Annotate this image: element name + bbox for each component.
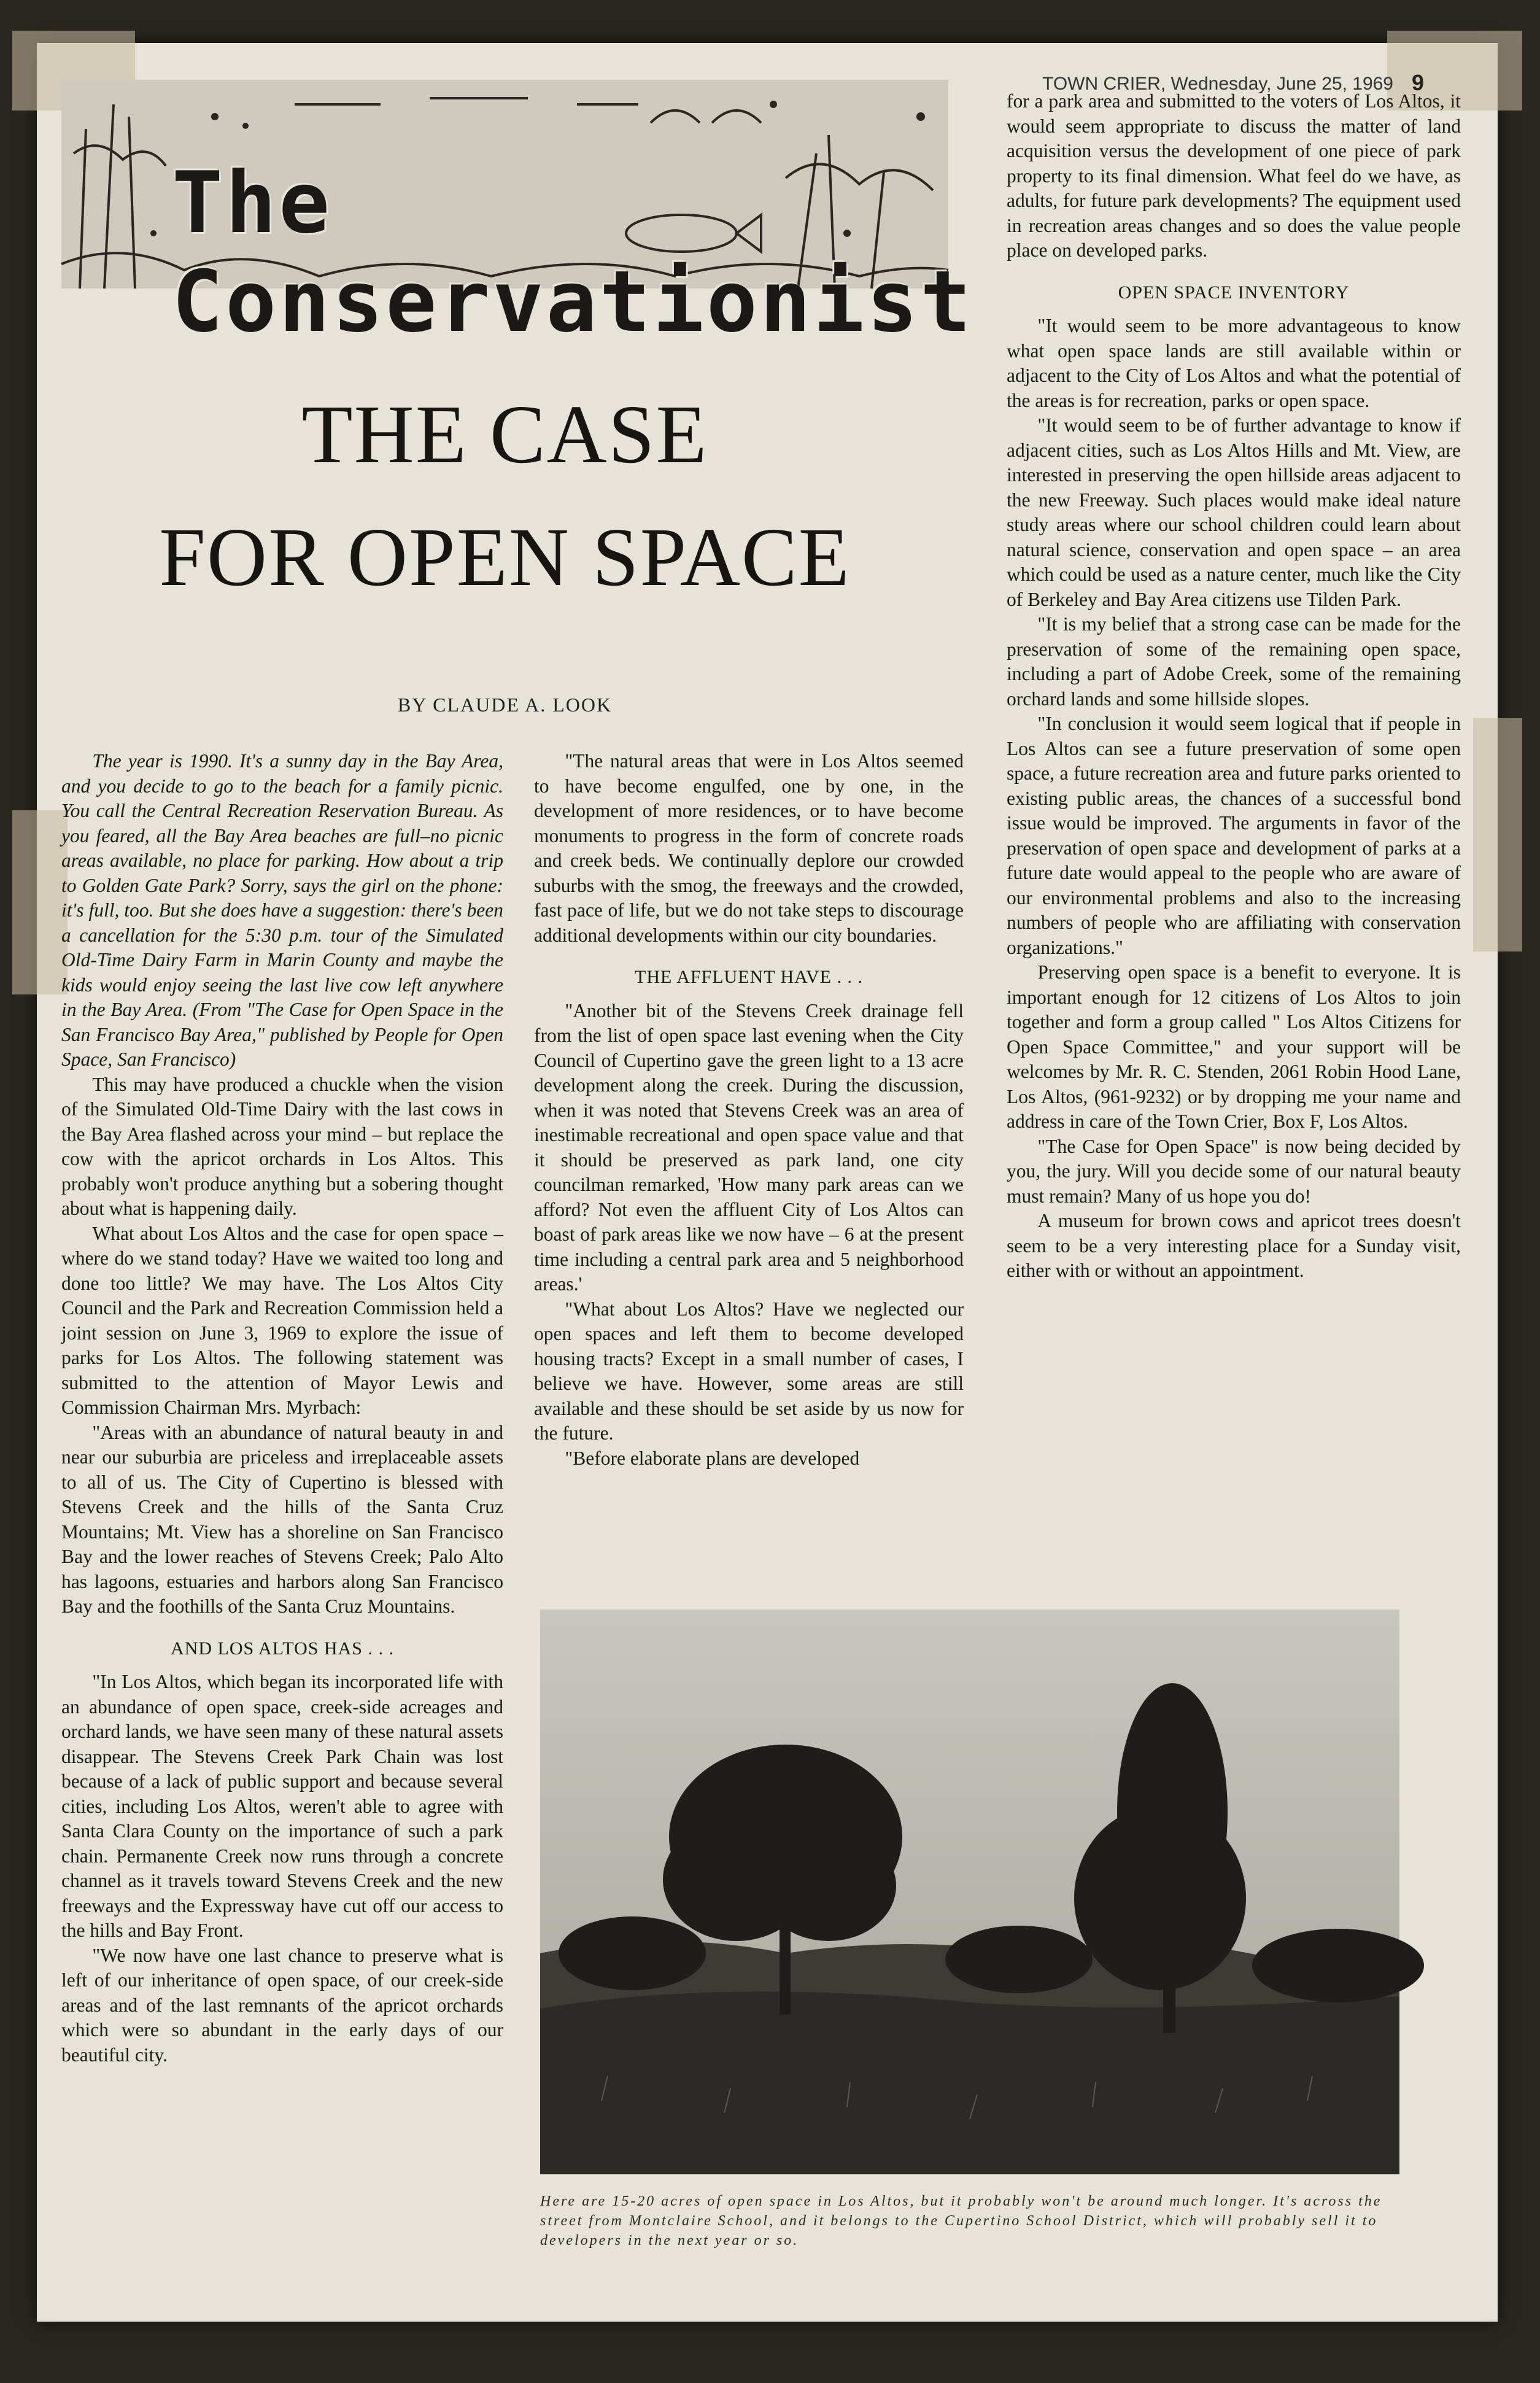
page-number: 9 xyxy=(1411,70,1424,95)
paragraph: What about Los Altos and the case for open space – where do we stand today? Have we waited too long and done too little? We may have. The Los Altos City Council and the Park and Recreation Commission held a joint session on June 3, 1969 to explore the issue of parks for Los Altos. The following statement was submitted to the attention of Mayor Lewis and Commission Chairman Mrs. Myrbach: xyxy=(61,1222,503,1418)
subhead: AND LOS ALTOS HAS . . . xyxy=(171,1638,394,1659)
paragraph: "In conclusion it would seem logical that if people in Los Altos can see a future preservation of some open space, a future recreation area and future parks oriented to existing public areas, the chances of a successful bond issue would be improved. The arguments in favor of the preservation of open space and development of parks at a future date would appeal to the people who are aware of our environmental problems and also to the increasing numbers of people who are affiliating with conservation organizations." xyxy=(1007,713,1461,958)
paragraph: "What about Los Altos? Have we neglected our open spaces and left them to become developed housing tracts? Except in a small number of cases, I believe we have. However, some areas are still available and these should be set aside by us now for the future. xyxy=(534,1298,964,1444)
headline-line-2: FOR OPEN SPACE xyxy=(159,511,851,603)
newspaper-page xyxy=(37,43,1498,2322)
paragraph: "Another bit of the Stevens Creek drainage fell from the list of open space last evening when the City Council of Cupertino gave the green light to a 13 acre development along the creek. During the discussion, when it was noted that Stevens Creek was an area of inestimable recreational and open space value and that it should be preserved as park land, one city councilman remarked, 'How many park areas can we afford? Not even the affluent City of Los Altos can boast of park areas like we now have – 6 at the present time including a central park area and 5 neighborhood areas.' xyxy=(534,999,964,1295)
paragraph: "In Los Altos, which began its incorporated life with an abundance of open space, creek-side acreages and orchard lands, we have seen many of these natural assets disappear. The Stevens Creek Park Chain was lost because of a lack of public support and because several cities, including Los Altos, weren't able to agree with Santa Clara County on the importance of such a park chain. Permanente Creek now runs through a concrete channel as it travels toward Stevens Creek and the new freeways and the Expressway have cut off our access to the hills and Bay Front. xyxy=(61,1671,503,1941)
article-column-2 xyxy=(534,749,964,1471)
subhead: OPEN SPACE INVENTORY xyxy=(1118,282,1350,303)
paragraph: "We now have one last chance to preserve what is left of our inheritance of open space, of our creek-side areas and of the last remnants of the apricot orchards which were so abundant in the early days of our beautiful city. xyxy=(61,1944,503,2066)
tape-strip xyxy=(1473,718,1522,951)
running-head: TOWN CRIER, Wednesday, June 25, 1969 xyxy=(1042,74,1393,94)
masthead-title: The Conservationist xyxy=(172,153,974,351)
open-space-photo xyxy=(540,1610,1399,2174)
paragraph: "Areas with an abundance of natural beauty in and near our suburbia are priceless and irreplaceable assets to all of us. The City of Cupertino is blessed with Stevens Creek and the hills of the Santa Cruz Mountains; Mt. View has a shoreline on San Francisco Bay and the lower reaches of Stevens Creek; Palo Alto has lagoons, estuaries and harbors along San Francisco Bay and the foothills of the Santa Cruz Mountains. xyxy=(61,1421,503,1617)
byline: BY CLAUDE A. LOOK xyxy=(397,694,613,716)
paragraph: "The natural areas that were in Los Altos seemed to have become engulfed, one by one, in the development of more residences, or to have become monuments to progress in the form of concrete roads and creek beds. We continually deplore our crowded suburbs with the smog, the freeways and the crowded, fast pace of life, but we do not take steps to discourage additional developments within our city boundaries. xyxy=(534,750,964,946)
paragraph: Preserving open space is a benefit to everyone. It is important enough for 12 citizens of Los Altos to join together and form a group called " Los Altos Citizens for Open Space Committee," and your support will be welcomes by Mr. R. C. Stenden, 2061 Robin Hood Lane, Los Altos, (961-9232) or by dropping me your name and address in care of the Town Crier, Box F, Los Altos. xyxy=(1007,961,1461,1132)
paragraph: for a park area and submitted to the voters of Los Altos, it would seem appropriate to discuss the matter of land acquisition versus the development of one piece of park property to its final dimension. What feel do we have, as adults, for future park developments? The equipment used in recreation areas changes and so does the value people place on developed parks. xyxy=(1007,90,1461,261)
paragraph: "It is my belief that a strong case can be made for the preservation of some of the remaining open space, including a part of Adobe Creek, some of the remaining orchard lands and some hillside slopes. xyxy=(1007,613,1461,710)
paragraph: A museum for brown cows and apricot trees doesn't seem to be a very interesting place for a Sunday visit, either with or without an appointment. xyxy=(1007,1210,1461,1281)
paragraph: "Before elaborate plans are developed xyxy=(565,1447,860,1469)
article-column-3 xyxy=(1007,89,1461,1284)
paragraph: "The Case for Open Space" is now being decided by you, the jury. Will you decide some of our natural beauty must remain? Many of us hope you do! xyxy=(1007,1135,1461,1207)
masthead-banner xyxy=(61,80,974,351)
paragraph: "It would seem to be more advantageous to know what open space lands are still available within or adjacent to the City of Los Altos and what the potential of the areas is for recreation, parks or open space. xyxy=(1007,315,1461,411)
intro-paragraph: The year is 1990. It's a sunny day in the Bay Area, and you decide to go to the beach for a family picnic. You call the Central Recreation Reservation Bureau. As you feared, all the Bay Area beaches are full–no picnic areas available, no place for parking. How about a trip to Golden Gate Park? Sorry, says the girl on the phone: it's full, too. But she does have a suggestion: there's been a cancellation for the 5:30 p.m. tour of the Simulated Old-Time Dairy Farm in Marin County and maybe the kids would enjoy seeing the last live cow left anywhere in the Bay Area. (From "The Case for Open Space in the San Francisco Bay Area," published by People for Open Space, San Francisco) xyxy=(61,750,503,1070)
article-column-1 xyxy=(61,749,503,2067)
headline-line-1: THE CASE xyxy=(301,389,708,481)
photo-caption: Here are 15-20 acres of open space in Los Altos, but it probably won't be around much longer. It's across the street from Montclaire School, and it belongs to the Cupertino School District, which will probably sell it to developers in the next year or so. xyxy=(540,2193,1382,2249)
paragraph: "It would seem to be of further advantage to know if adjacent cities, such as Los Altos Hills and Mt. View, are interested in preserving the open hillside areas adjacent to the new Freeway. Such places would make ideal nature study areas where our school children could learn about natural science, conservation and open space – an area which could be used as a nature center, much like the City of Berkeley and Bay Area citizens use Tilden Park. xyxy=(1007,414,1461,610)
paragraph: This may have produced a chuckle when the vision of the Simulated Old-Time Dairy with the last cows in the Bay Area flashed across your mind – but replace the cow with the apricot orchards in Los Altos. This probably won't produce anything but a sobering thought about what is happening daily. xyxy=(61,1073,503,1219)
subhead: THE AFFLUENT HAVE . . . xyxy=(635,967,863,987)
tape-strip xyxy=(12,810,68,994)
